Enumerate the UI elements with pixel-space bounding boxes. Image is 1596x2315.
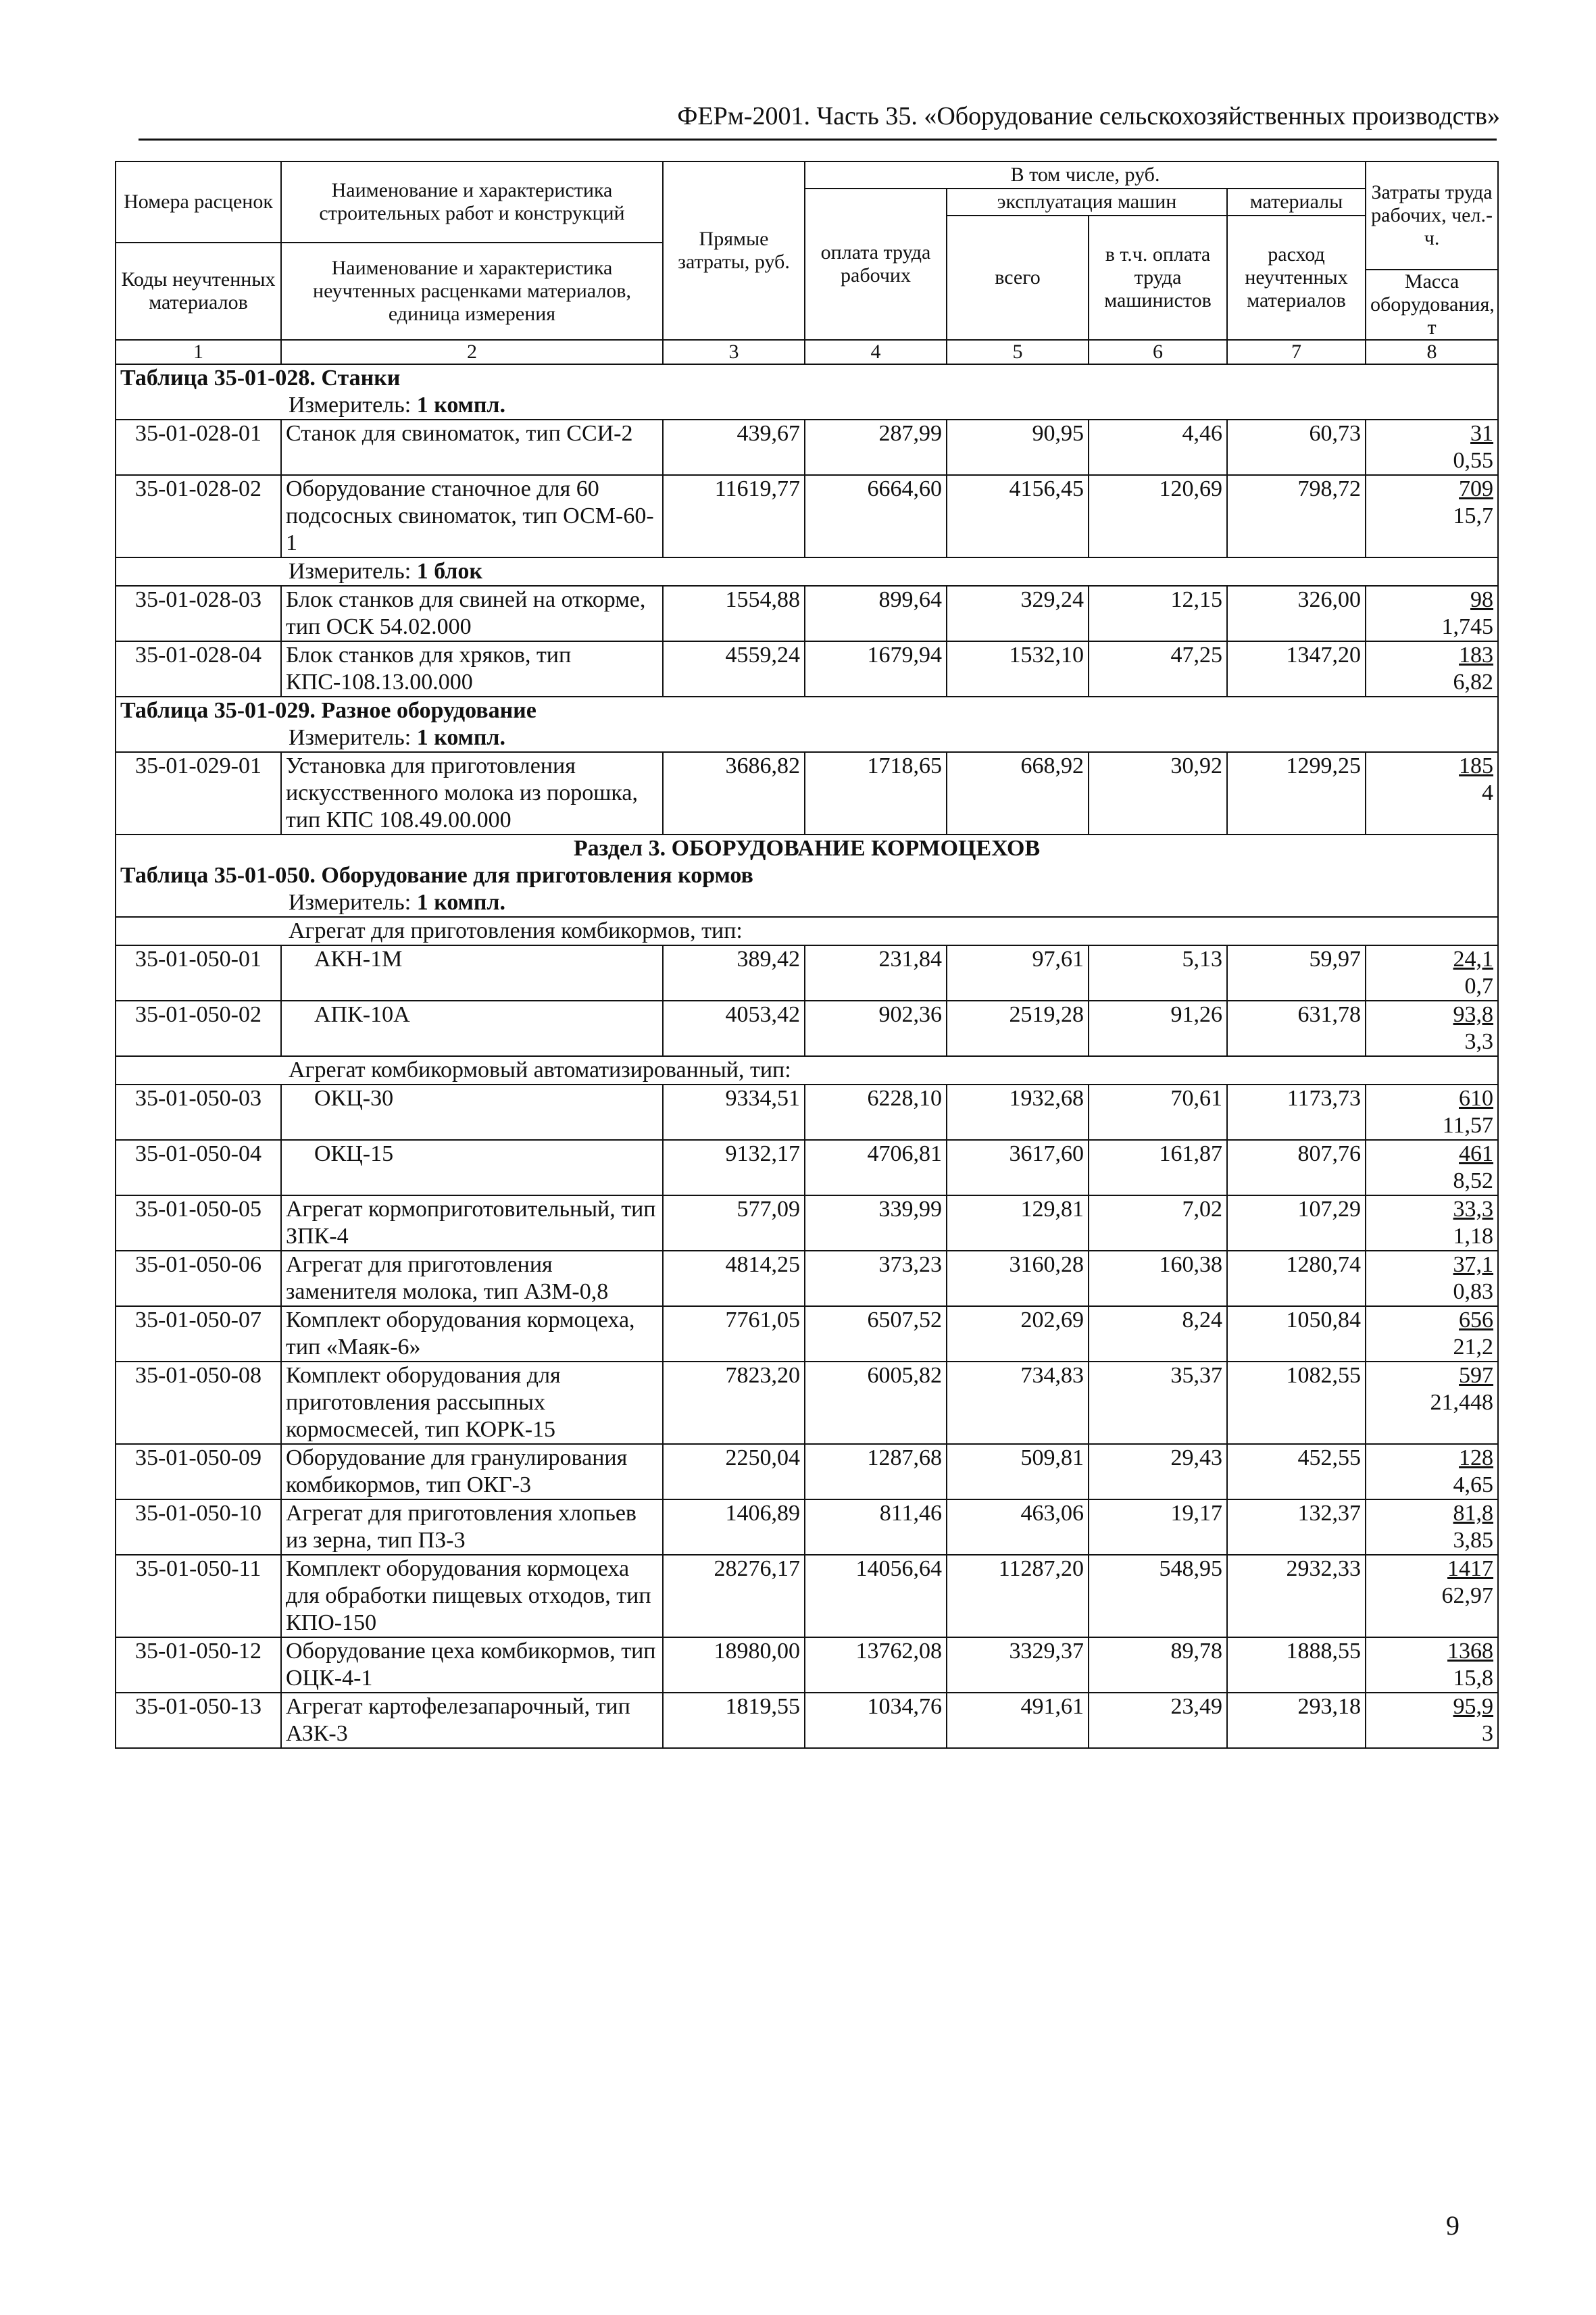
value-wage: 13762,08 <box>805 1637 947 1693</box>
col-materials: материалы <box>1227 189 1366 216</box>
rate-name: Агрегат картофелезапарочный, тип АЗК-3 <box>281 1693 663 1748</box>
group-label: Агрегат комбикормовый автоматизированный, тип: <box>116 1056 1498 1085</box>
value-mach: 11287,20 <box>947 1555 1089 1637</box>
mass-value: 1,18 <box>1453 1224 1494 1249</box>
value-wage: 1287,68 <box>805 1444 947 1499</box>
value-mwage: 30,92 <box>1089 752 1227 835</box>
section-title: Раздел 3. ОБОРУДОВАНИЕ КОРМОЦЕХОВ <box>116 835 1498 862</box>
labor-value: 33,3 <box>1453 1197 1494 1222</box>
value-direct: 11619,77 <box>663 475 805 557</box>
col-number: 8 <box>1366 340 1498 364</box>
labor-mass-cell <box>1366 1499 1498 1555</box>
unit-value: 1 компл. <box>416 890 506 915</box>
value-mach: 97,61 <box>947 945 1089 1001</box>
rate-code: 35-01-050-03 <box>116 1085 281 1140</box>
rate-code: 35-01-050-07 <box>116 1306 281 1362</box>
col-number: 6 <box>1089 340 1227 364</box>
value-wage: 6005,82 <box>805 1362 947 1444</box>
value-direct: 3686,82 <box>663 752 805 835</box>
col-machines-wage: в т.ч. оплата труда машинистов <box>1089 216 1227 340</box>
page-header: ФЕРм-2001. Часть 35. «Оборудование сельскохозяйственных производств» <box>677 102 1500 130</box>
value-direct: 1554,88 <box>663 586 805 641</box>
labor-mass-cell <box>1366 752 1498 835</box>
mass-value: 0,55 <box>1453 448 1494 473</box>
rate-code: 35-01-028-02 <box>116 475 281 557</box>
rate-name: ОКЦ-30 <box>281 1085 663 1140</box>
value-wage: 231,84 <box>805 945 947 1001</box>
value-mat: 107,29 <box>1227 1195 1366 1251</box>
labor-value: 597 <box>1459 1363 1494 1388</box>
value-mat: 132,37 <box>1227 1499 1366 1555</box>
col-code-bottom: Коды неучтенных материалов <box>116 243 281 340</box>
value-mach: 491,61 <box>947 1693 1089 1748</box>
table-row <box>116 1362 1498 1444</box>
labor-mass-cell <box>1366 1195 1498 1251</box>
mass-value: 3 <box>1482 1721 1494 1746</box>
value-mat: 1050,84 <box>1227 1306 1366 1362</box>
col-name-bottom: Наименование и характеристика неучтенных расценками материалов, единица измерения <box>281 243 663 340</box>
col-machines-total: всего <box>947 216 1089 340</box>
value-mwage: 5,13 <box>1089 945 1227 1001</box>
mass-value: 8,52 <box>1453 1168 1494 1193</box>
table-title: Таблица 35-01-029. Разное оборудование <box>116 697 1498 724</box>
unit-cell <box>116 724 1498 752</box>
value-wage: 899,64 <box>805 586 947 641</box>
mass-value: 62,97 <box>1441 1583 1494 1608</box>
rate-name: Блок станков для хряков, тип КПС-108.13.00.000 <box>281 641 663 697</box>
unit-row <box>116 724 1498 752</box>
mass-value: 15,7 <box>1453 503 1494 528</box>
value-mach: 668,92 <box>947 752 1089 835</box>
value-mat: 1347,20 <box>1227 641 1366 697</box>
labor-value: 709 <box>1459 476 1494 501</box>
value-mat: 326,00 <box>1227 586 1366 641</box>
table-body <box>116 364 1498 1748</box>
value-mwage: 91,26 <box>1089 1001 1227 1056</box>
unit-cell <box>116 557 1498 586</box>
value-direct: 7761,05 <box>663 1306 805 1362</box>
unit-row <box>116 557 1498 586</box>
col-incl: В том числе, руб. <box>805 161 1366 189</box>
rate-name: Комплект оборудования кормоцеха для обработки пищевых отходов, тип КПО-150 <box>281 1555 663 1637</box>
col-mass: Масса оборудования, т <box>1366 270 1498 340</box>
value-direct: 577,09 <box>663 1195 805 1251</box>
value-wage: 811,46 <box>805 1499 947 1555</box>
unit-label: Измеритель: <box>289 890 412 915</box>
value-mat: 631,78 <box>1227 1001 1366 1056</box>
value-mach: 734,83 <box>947 1362 1089 1444</box>
table-row <box>116 1140 1498 1195</box>
unit-row <box>116 392 1498 420</box>
labor-value: 31 <box>1470 421 1494 446</box>
unit-cell <box>116 392 1498 420</box>
value-mat: 60,73 <box>1227 420 1366 475</box>
labor-mass-cell <box>1366 1693 1498 1748</box>
labor-mass-cell <box>1366 945 1498 1001</box>
rate-code: 35-01-028-04 <box>116 641 281 697</box>
mass-value: 1,745 <box>1441 614 1494 639</box>
value-mach: 4156,45 <box>947 475 1089 557</box>
table-header <box>116 161 1498 364</box>
value-direct: 1406,89 <box>663 1499 805 1555</box>
rate-code: 35-01-028-03 <box>116 586 281 641</box>
rate-name: Станок для свиноматок, тип ССИ-2 <box>281 420 663 475</box>
value-wage: 1679,94 <box>805 641 947 697</box>
value-mat: 1888,55 <box>1227 1637 1366 1693</box>
value-wage: 339,99 <box>805 1195 947 1251</box>
labor-mass-cell <box>1366 1306 1498 1362</box>
value-wage: 6507,52 <box>805 1306 947 1362</box>
labor-value: 185 <box>1459 753 1494 778</box>
value-mat: 2932,33 <box>1227 1555 1366 1637</box>
rate-code: 35-01-050-06 <box>116 1251 281 1306</box>
table-title-row <box>116 862 1498 889</box>
labor-value: 183 <box>1459 643 1494 668</box>
value-mach: 1532,10 <box>947 641 1089 697</box>
labor-mass-cell <box>1366 586 1498 641</box>
value-mach: 129,81 <box>947 1195 1089 1251</box>
rate-name: Оборудование станочное для 60 подсосных свиноматок, тип ОСМ-60-1 <box>281 475 663 557</box>
value-mach: 509,81 <box>947 1444 1089 1499</box>
value-mat: 1173,73 <box>1227 1085 1366 1140</box>
labor-mass-cell <box>1366 1251 1498 1306</box>
unit-label: Измеритель: <box>289 559 412 584</box>
table-row <box>116 1001 1498 1056</box>
value-direct: 389,42 <box>663 945 805 1001</box>
table-row <box>116 1085 1498 1140</box>
labor-value: 128 <box>1459 1445 1494 1470</box>
col-wage: оплата труда рабочих <box>805 189 947 340</box>
value-direct: 18980,00 <box>663 1637 805 1693</box>
col-materials-sub: расход неучтенных материалов <box>1227 216 1366 340</box>
labor-value: 610 <box>1459 1086 1494 1111</box>
unit-row <box>116 889 1498 917</box>
value-mwage: 35,37 <box>1089 1362 1227 1444</box>
value-direct: 4814,25 <box>663 1251 805 1306</box>
mass-value: 11,57 <box>1442 1113 1494 1138</box>
table-row <box>116 1693 1498 1748</box>
value-mwage: 4,46 <box>1089 420 1227 475</box>
value-direct: 9334,51 <box>663 1085 805 1140</box>
value-direct: 1819,55 <box>663 1693 805 1748</box>
col-name-top: Наименование и характеристика строительных работ и конструкций <box>281 161 663 243</box>
value-mach: 1932,68 <box>947 1085 1089 1140</box>
rate-code: 35-01-028-01 <box>116 420 281 475</box>
value-mwage: 7,02 <box>1089 1195 1227 1251</box>
value-mwage: 8,24 <box>1089 1306 1227 1362</box>
value-mwage: 23,49 <box>1089 1693 1227 1748</box>
table-row <box>116 1555 1498 1637</box>
value-wage: 1718,65 <box>805 752 947 835</box>
labor-mass-cell <box>1366 1555 1498 1637</box>
value-direct: 4053,42 <box>663 1001 805 1056</box>
value-mwage: 89,78 <box>1089 1637 1227 1693</box>
table-row <box>116 1637 1498 1693</box>
value-wage: 287,99 <box>805 420 947 475</box>
labor-value: 37,1 <box>1453 1252 1494 1277</box>
group-row <box>116 917 1498 945</box>
labor-value: 98 <box>1470 587 1494 612</box>
rate-code: 35-01-029-01 <box>116 752 281 835</box>
labor-value: 24,1 <box>1453 947 1494 972</box>
col-direct: Прямые затраты, руб. <box>663 161 805 340</box>
table-row <box>116 945 1498 1001</box>
col-number: 2 <box>281 340 663 364</box>
mass-value: 3,3 <box>1464 1029 1494 1054</box>
table-row <box>116 1195 1498 1251</box>
group-label: Агрегат для приготовления комбикормов, тип: <box>116 917 1498 945</box>
value-wage: 4706,81 <box>805 1140 947 1195</box>
labor-mass-cell <box>1366 641 1498 697</box>
rate-code: 35-01-050-05 <box>116 1195 281 1251</box>
value-mwage: 29,43 <box>1089 1444 1227 1499</box>
table-row <box>116 752 1498 835</box>
labor-mass-cell <box>1366 1140 1498 1195</box>
labor-value: 81,8 <box>1453 1501 1494 1526</box>
value-mwage: 120,69 <box>1089 475 1227 557</box>
table-row <box>116 420 1498 475</box>
value-mach: 90,95 <box>947 420 1089 475</box>
rate-name: Оборудование для гранулирования комбикормов, тип ОКГ-3 <box>281 1444 663 1499</box>
labor-value: 656 <box>1459 1308 1494 1333</box>
unit-cell <box>116 889 1498 917</box>
labor-mass-cell <box>1366 1444 1498 1499</box>
col-number: 3 <box>663 340 805 364</box>
labor-value: 95,9 <box>1453 1694 1494 1719</box>
value-mach: 463,06 <box>947 1499 1089 1555</box>
rate-name: Комплект оборудования для приготовления рассыпных кормосмесей, тип КОРК-15 <box>281 1362 663 1444</box>
group-row <box>116 1056 1498 1085</box>
table-row <box>116 1251 1498 1306</box>
rate-name: Оборудование цеха комбикормов, тип ОЦК-4-1 <box>281 1637 663 1693</box>
rate-name: Комплект оборудования кормоцеха, тип «Маяк-6» <box>281 1306 663 1362</box>
value-wage: 373,23 <box>805 1251 947 1306</box>
mass-value: 4,65 <box>1453 1472 1494 1497</box>
value-mat: 452,55 <box>1227 1444 1366 1499</box>
value-mwage: 70,61 <box>1089 1085 1227 1140</box>
rate-code: 35-01-050-08 <box>116 1362 281 1444</box>
labor-value: 1417 <box>1447 1556 1494 1581</box>
unit-label: Измеритель: <box>289 725 412 750</box>
labor-mass-cell <box>1366 475 1498 557</box>
value-mwage: 161,87 <box>1089 1140 1227 1195</box>
unit-value: 1 компл. <box>416 725 506 750</box>
rate-name: Агрегат для приготовления заменителя молока, тип АЗМ-0,8 <box>281 1251 663 1306</box>
labor-value: 93,8 <box>1453 1002 1494 1027</box>
rate-code: 35-01-050-11 <box>116 1555 281 1637</box>
table-row <box>116 641 1498 697</box>
value-mwage: 19,17 <box>1089 1499 1227 1555</box>
value-mwage: 548,95 <box>1089 1555 1227 1637</box>
value-mwage: 160,38 <box>1089 1251 1227 1306</box>
rate-name: АПК-10А <box>281 1001 663 1056</box>
mass-value: 21,448 <box>1430 1390 1494 1415</box>
rate-code: 35-01-050-01 <box>116 945 281 1001</box>
value-mat: 1299,25 <box>1227 752 1366 835</box>
rate-code: 35-01-050-04 <box>116 1140 281 1195</box>
table-title: Таблица 35-01-050. Оборудование для приготовления кормов <box>116 862 1498 889</box>
col-number: 1 <box>116 340 281 364</box>
rate-code: 35-01-050-13 <box>116 1693 281 1748</box>
value-mach: 3617,60 <box>947 1140 1089 1195</box>
value-mwage: 12,15 <box>1089 586 1227 641</box>
rate-code: 35-01-050-09 <box>116 1444 281 1499</box>
labor-value: 1368 <box>1447 1639 1494 1664</box>
price-table <box>115 161 1499 1749</box>
value-wage: 6664,60 <box>805 475 947 557</box>
labor-mass-cell <box>1366 420 1498 475</box>
column-numbers <box>116 340 1498 364</box>
col-labor: Затраты труда рабочих, чел.-ч. <box>1366 161 1498 270</box>
col-number: 4 <box>805 340 947 364</box>
col-code-top: Номера расценок <box>116 161 281 243</box>
rate-code: 35-01-050-02 <box>116 1001 281 1056</box>
rate-name: Агрегат кормоприготовительный, тип ЗПК-4 <box>281 1195 663 1251</box>
value-mat: 1082,55 <box>1227 1362 1366 1444</box>
unit-value: 1 блок <box>416 559 483 584</box>
table-row <box>116 586 1498 641</box>
labor-mass-cell <box>1366 1001 1498 1056</box>
mass-value: 3,85 <box>1453 1528 1494 1553</box>
table-row <box>116 1306 1498 1362</box>
rate-name: Блок станков для свиней на откорме, тип ОСК 54.02.000 <box>281 586 663 641</box>
value-mat: 1280,74 <box>1227 1251 1366 1306</box>
value-mach: 3160,28 <box>947 1251 1089 1306</box>
header-rule <box>139 139 1497 141</box>
mass-value: 0,7 <box>1464 974 1494 999</box>
mass-value: 0,83 <box>1453 1279 1494 1304</box>
value-direct: 4559,24 <box>663 641 805 697</box>
table-title-row <box>116 364 1498 392</box>
table-title-row <box>116 697 1498 724</box>
mass-value: 6,82 <box>1453 670 1494 695</box>
value-wage: 6228,10 <box>805 1085 947 1140</box>
value-mach: 2519,28 <box>947 1001 1089 1056</box>
table-row <box>116 475 1498 557</box>
mass-value: 4 <box>1482 780 1494 805</box>
rate-name: ОКЦ-15 <box>281 1140 663 1195</box>
mass-value: 15,8 <box>1453 1666 1494 1691</box>
section-title-row <box>116 835 1498 862</box>
unit-value: 1 компл. <box>416 393 506 418</box>
rate-name: Агрегат для приготовления хлопьев из зерна, тип ПЗ-3 <box>281 1499 663 1555</box>
value-direct: 2250,04 <box>663 1444 805 1499</box>
value-wage: 14056,64 <box>805 1555 947 1637</box>
unit-label: Измеритель: <box>289 393 412 418</box>
value-mach: 202,69 <box>947 1306 1089 1362</box>
rate-code: 35-01-050-10 <box>116 1499 281 1555</box>
value-mat: 293,18 <box>1227 1693 1366 1748</box>
labor-mass-cell <box>1366 1362 1498 1444</box>
table-row <box>116 1444 1498 1499</box>
page-number: 9 <box>1446 2210 1460 2241</box>
value-wage: 1034,76 <box>805 1693 947 1748</box>
value-direct: 28276,17 <box>663 1555 805 1637</box>
labor-mass-cell <box>1366 1085 1498 1140</box>
value-mat: 798,72 <box>1227 475 1366 557</box>
col-number: 5 <box>947 340 1089 364</box>
value-direct: 439,67 <box>663 420 805 475</box>
value-direct: 9132,17 <box>663 1140 805 1195</box>
value-mat: 59,97 <box>1227 945 1366 1001</box>
rate-name: Установка для приготовления искусственного молока из порошка, тип КПС 108.49.00.000 <box>281 752 663 835</box>
value-mat: 807,76 <box>1227 1140 1366 1195</box>
value-mach: 3329,37 <box>947 1637 1089 1693</box>
col-number: 7 <box>1227 340 1366 364</box>
labor-mass-cell <box>1366 1637 1498 1693</box>
mass-value: 21,2 <box>1453 1335 1494 1360</box>
value-mwage: 47,25 <box>1089 641 1227 697</box>
rate-name: АКН-1М <box>281 945 663 1001</box>
value-direct: 7823,20 <box>663 1362 805 1444</box>
rate-code: 35-01-050-12 <box>116 1637 281 1693</box>
table-title: Таблица 35-01-028. Станки <box>116 364 1498 392</box>
value-mach: 329,24 <box>947 586 1089 641</box>
col-machines: эксплуатация машин <box>947 189 1227 216</box>
labor-value: 461 <box>1459 1141 1494 1166</box>
value-wage: 902,36 <box>805 1001 947 1056</box>
table-row <box>116 1499 1498 1555</box>
